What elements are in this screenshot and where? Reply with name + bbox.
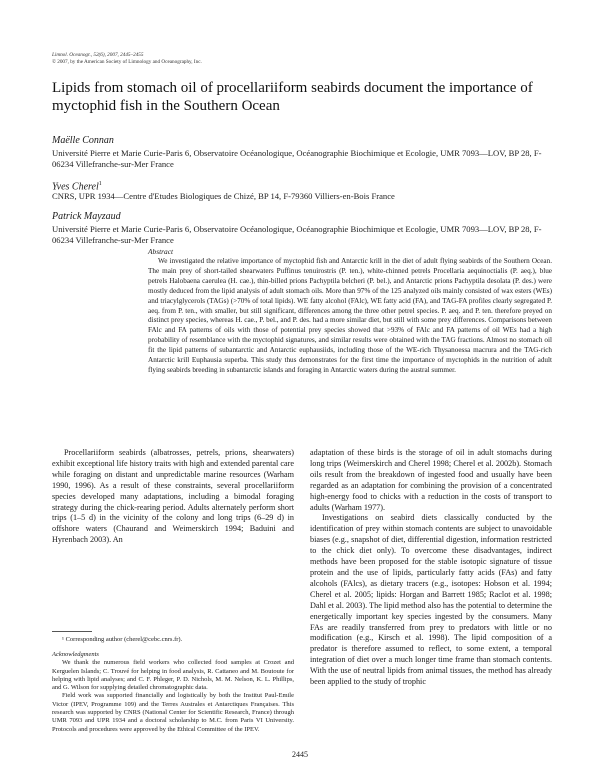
author-affiliation-3: Université Pierre et Marie Curie-Paris 6, Observatoire Océanologique, Océanographie Biochimique et Ecologie, UMR 7093—LOV, BP 28, F-06234 Villefranche-sur-Mer France: [52, 224, 542, 245]
journal-header: [52, 52, 202, 66]
body-paragraph-methods: Investigations on seabird diets classically conducted by the identification of prey within stomach contents are subject to unavoidable biases (e.g., snapshot of diet, differential digestion, information restricted to the chick diet only). To overcome these disadvantages, indirect methods have been proposed for the stable isotopic signature of tissue protein and the use of lipids, particularly fatty acids (FAs) and fatty alcohols (FAlcs), as dietary tracers (e.g., isotopes: Hobson et al. 1994; Cherel et al. 2005; lipids: Horgan and Barrett 1985; Raclot et al. 1998; Dahl et al. 2003). The lipid method also has the potential to determine the energetically important key species ingested by the consumers. Many FAs are readily transferred from prey to predators with little or no modification (e.g., Kirsch et al. 1998). The lipid composition of a predator is therefore assumed to reflect, to some extent, a temporal integration of diet over a much longer time frame than stomach contents. With the use of neutral lipids from animal tissues, the method has already been applied to the study of trophic: [310, 513, 552, 687]
abstract-text: We investigated the relative importance of myctophid fish and Antarctic krill in the diet of adult flying seabirds of the Southern Ocean. The main prey of short-tailed shearwaters Puffinus tenuirostris (P. ten.), white-chinned petrels Procellaria aequinoctialis (P. aeq.), blue petrels Halobaena caerulea (H. cae.), thin-billed prions Pachyptila belcheri (P. bel.), and Antarctic prions Pachyptila desolata (P. des.) were mostly deduced from the lipid analysis of adult stomach oils. More than 97% of the 125 analyzed oils mainly consisted of wax esters (WEs) and triacylglycerols (TAGs) (>70% of total lipids). WE fatty alcohol (FAlc), WE fatty acid (FA), and TAG-FA profiles clearly segregated P. aeq. from P. ten., with smaller, but still significant, differences among the three other petrel species. P. aeq. and P. ten. therefore preyed on distinct prey species, whereas H. cae., P. bel., and P. des. had a more similar diet, but still with some prey differences. Comparisons between FAlc and FA patterns of oils with those of potential prey species showed that >93% of FAlc and FA patterns of oil WEs had a high probability of resemblance with the myctophid signatures, and similar results were obtained with the TAG fractions. Almost no stomach oil fit the lipid patterns of subantarctic and Antarctic euphausiids, including those of the WE-rich Thysanoessa macrura and the TAG-rich Antarctic krill Euphausia superba. This study thus demonstrates for the first time the importance of myctophids in the nutrition of adult flying seabirds breeding in subantarctic islands and foraging in Antarctic waters during the austral summer.: [148, 257, 552, 374]
acknowledgments-paragraph-1: We thank the numerous field workers who collected food samples at Crozet and Kerguelen Islands; C. Trouvé for helping in food analysis, R. Cattaneo and M. Boutoute for helping with lipid analyses; and C. F. Phleger, P. D. Nichols, M. M. Nelson, K. L. Phillips, and G. Wilson for supplying detailed chromatographic data.: [52, 659, 294, 692]
acknowledgments-paragraph-2: Field work was supported financially and logistically by both the Institut Paul-Emile Victor (IPEV, Programme 109) and the Terres Australes et Antarctiques Françaises. This research was supported by CNRS (National Center for Scientific Research, France) through UMR 7093 and UPR 1934 and a doctoral scholarship to M.C. from Paris VI University. Protocols and procedures were approved by the Ethical Committee of the IPEV.: [52, 692, 294, 733]
author-affiliation-2: CNRS, UPR 1934—Centre d'Etudes Biologiques de Chizé, BP 14, F-79360 Villiers-en-Bois France: [52, 191, 395, 201]
acknowledgments-block: [52, 651, 294, 734]
acknowledgments-heading: Acknowledgments: [52, 651, 99, 658]
body-paragraph-intro: Procellariiform seabirds (albatrosses, petrels, prions, shearwaters) exhibit exceptional life history traits with high and extended parental care while foraging on distant and unpredictable marine resources (Warham 1990, 1996). As a result of these constraints, several procellariiform species developed many adaptations, including a bimodal foraging strategy during the chick-rearing period. Adults alternately perform short trips (1–5 d) in the vicinity of the colony and long trips (6–29 d) in offshore waters (Chaurand and Weimerskirch 1994; Baduini and Hyrenbach 2003). An: [52, 448, 294, 545]
author-name-1: Maëlle Connan: [52, 135, 114, 146]
footnote-corresponding: [52, 636, 294, 644]
journal-copyright: © 2007, by the American Society of Limnology and Oceanography, Inc.: [52, 59, 202, 65]
body-column-right: [310, 448, 552, 688]
body-column-left: [52, 448, 294, 546]
abstract-heading: Abstract: [148, 247, 174, 256]
journal-citation: Limnol. Oceanogr., 52(6), 2007, 2445–2455: [52, 52, 144, 58]
author-affiliation-1: Université Pierre et Marie Curie-Paris 6, Observatoire Océanologique, Océanographie Biochimique et Ecologie, UMR 7093—LOV, BP 28, F-06234 Villefranche-sur-Mer France: [52, 148, 542, 169]
author-footnote-marker: 1: [98, 181, 102, 187]
footnote-divider: [52, 631, 92, 632]
author-name-2-text: Yves Cherel: [52, 181, 99, 193]
corresponding-author-note: ¹ Corresponding author (cherel@cebc.cnrs.fr).: [62, 636, 183, 643]
body-paragraph-continued: adaptation of these birds is the storage of oil in adult stomachs during long trips (Weimerskirch and Cherel 1998; Cherel et al. 2002b). Stomach oils result from the breakdown of ingested food and usually have been regarded as an adaptation for combining the provision of a concentrated high-energy food to chicks with a reduction in the costs of transport to adults (Warham 1977).: [310, 448, 552, 512]
page-number: 2445: [292, 750, 308, 759]
abstract-block: [148, 247, 552, 376]
author-name-3: Patrick Mayzaud: [52, 211, 121, 222]
article-title: Lipids from stomach oil of procellariiform seabirds document the importance of myctophid fish in the Southern Ocean: [52, 80, 533, 114]
